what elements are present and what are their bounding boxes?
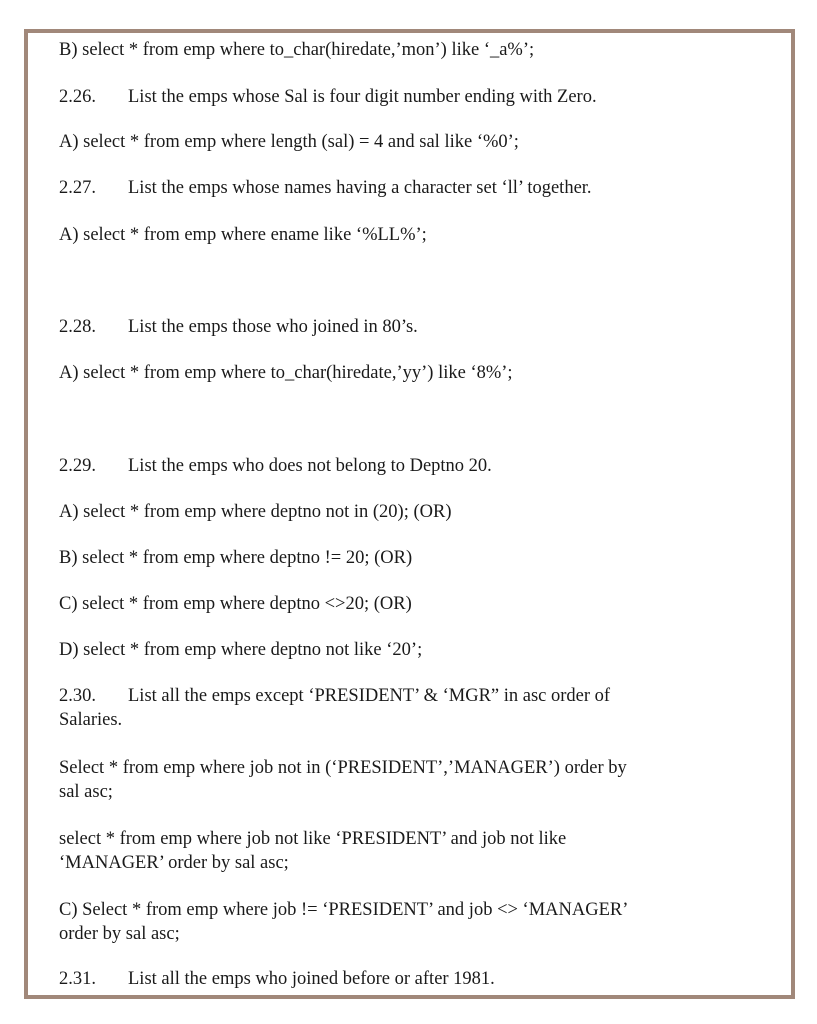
- line-text: B) select * from emp where deptno != 20; (OR): [59, 548, 413, 568]
- line-text: Select * from emp where job not in (‘PRESIDENT’,’MANAGER’) order by: [59, 758, 627, 778]
- answer-line: [59, 638, 422, 662]
- line-text: B) select * from emp where to_char(hiredate,’mon’) like ‘_a%’;: [59, 40, 535, 60]
- question-number: 2.29.: [59, 456, 96, 476]
- line-text: sal asc;: [59, 782, 113, 802]
- question-number: 2.27.: [59, 178, 96, 198]
- answer-line: [59, 130, 519, 154]
- answer-line-continuation: [59, 851, 289, 875]
- question-2-28: [59, 315, 418, 339]
- answer-line: [59, 38, 534, 62]
- answer-line: [59, 500, 452, 524]
- question-text-continuation: [59, 708, 122, 732]
- question-text: List all the emps who joined before or after 1981.: [128, 969, 495, 989]
- answer-line: [59, 223, 427, 247]
- line-text: select * from emp where job not like ‘PRESIDENT’ and job not like: [59, 829, 567, 849]
- answer-line: [59, 827, 566, 851]
- answer-line: [59, 592, 412, 616]
- question-text: List the emps whose Sal is four digit number ending with Zero.: [128, 87, 597, 107]
- question-number: 2.28.: [59, 317, 96, 337]
- line-text: A) select * from emp where ename like ‘%LL%’;: [59, 225, 427, 245]
- answer-line-continuation: [59, 922, 180, 946]
- question-text: List the emps those who joined in 80’s.: [128, 317, 418, 337]
- question-number: 2.30.: [59, 686, 96, 706]
- line-text: order by sal asc;: [59, 924, 180, 944]
- line-text: A) select * from emp where length (sal) = 4 and sal like ‘%0’;: [59, 132, 519, 152]
- question-text: List all the emps except ‘PRESIDENT’ & ‘MGR” in asc order of: [128, 686, 611, 706]
- question-2-30: [59, 684, 610, 708]
- question-number: 2.31.: [59, 969, 96, 989]
- question-text: List the emps who does not belong to Deptno 20.: [128, 456, 492, 476]
- answer-line: [59, 546, 412, 570]
- answer-line: [59, 756, 627, 780]
- question-text: List the emps whose names having a character set ‘ll’ together.: [128, 178, 592, 198]
- question-2-27: [59, 176, 592, 200]
- question-2-31: [59, 967, 495, 991]
- line-text: Salaries.: [59, 710, 123, 730]
- question-number: 2.26.: [59, 87, 96, 107]
- line-text: A) select * from emp where to_char(hiredate,’yy’) like ‘8%’;: [59, 363, 513, 383]
- line-text: C) Select * from emp where job != ‘PRESIDENT’ and job <> ‘MANAGER’: [59, 900, 629, 920]
- line-text: C) select * from emp where deptno <>20; (OR): [59, 594, 412, 614]
- line-text: A) select * from emp where deptno not in (20); (OR): [59, 502, 452, 522]
- line-text: ‘MANAGER’ order by sal asc;: [59, 853, 289, 873]
- question-2-26: [59, 85, 597, 109]
- answer-line-continuation: [59, 780, 113, 804]
- line-text: D) select * from emp where deptno not like ‘20’;: [59, 640, 423, 660]
- answer-line: [59, 361, 513, 385]
- answer-line: [59, 898, 628, 922]
- question-2-29: [59, 454, 492, 478]
